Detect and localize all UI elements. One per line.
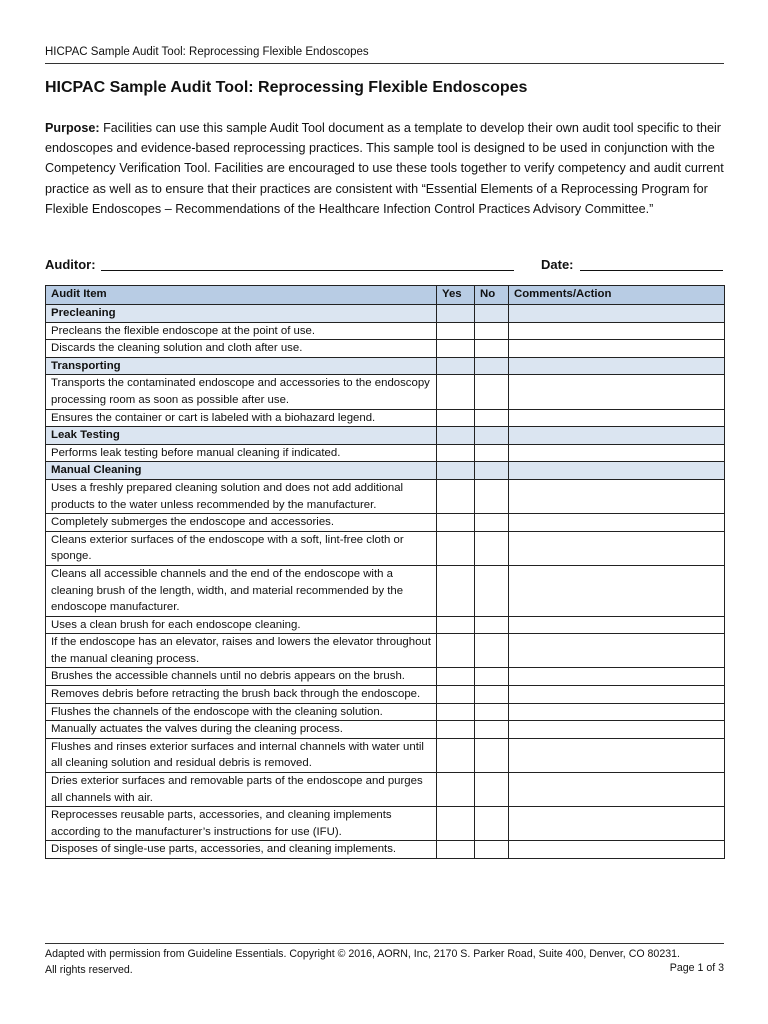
- comments-cell: [509, 305, 725, 323]
- table-row: [46, 686, 725, 704]
- yes-cell[interactable]: [437, 565, 475, 616]
- footer-line-1: Adapted with permission from Guideline Essentials. Copyright © 2016, AORN, Inc, 2170 S. Parker Road, Suite 400, Denver, CO 80231.: [45, 948, 680, 960]
- no-cell[interactable]: [475, 703, 509, 721]
- running-header: HICPAC Sample Audit Tool: Reprocessing Flexible Endoscopes: [45, 46, 724, 64]
- comments-cell[interactable]: [509, 773, 725, 807]
- no-cell[interactable]: [475, 322, 509, 340]
- section-title: Precleaning: [46, 305, 437, 323]
- comments-cell[interactable]: [509, 322, 725, 340]
- audit-item-text: Precleans the flexible endoscope at the point of use.: [46, 322, 437, 340]
- audit-item-text: Removes debris before retracting the brush back through the endoscope.: [46, 686, 437, 704]
- comments-cell[interactable]: [509, 340, 725, 358]
- audit-item-text: Discards the cleaning solution and cloth after use.: [46, 340, 437, 358]
- yes-cell[interactable]: [437, 721, 475, 739]
- audit-item-text: Flushes the channels of the endoscope with the cleaning solution.: [46, 703, 437, 721]
- no-cell[interactable]: [475, 807, 509, 841]
- no-cell[interactable]: [475, 634, 509, 668]
- table-row: [46, 738, 725, 772]
- no-cell[interactable]: [475, 668, 509, 686]
- comments-cell[interactable]: [509, 841, 725, 859]
- table-row: [46, 375, 725, 409]
- comments-cell[interactable]: [509, 668, 725, 686]
- table-row: [46, 616, 725, 634]
- comments-cell[interactable]: [509, 444, 725, 462]
- auditor-label: Auditor:: [45, 257, 96, 272]
- yes-cell[interactable]: [437, 444, 475, 462]
- yes-cell: [437, 305, 475, 323]
- yes-cell[interactable]: [437, 773, 475, 807]
- audit-item-text: Reprocesses reusable parts, accessories, and cleaning implements according to the manufacturer’s instructions for use (IFU).: [46, 807, 437, 841]
- column-header-yes: Yes: [437, 286, 475, 305]
- auditor-field[interactable]: [101, 270, 514, 271]
- table-row: [46, 514, 725, 532]
- audit-item-text: Disposes of single-use parts, accessories, and cleaning implements.: [46, 841, 437, 859]
- yes-cell: [437, 427, 475, 445]
- comments-cell[interactable]: [509, 634, 725, 668]
- table-row: [46, 721, 725, 739]
- table-row: [46, 322, 725, 340]
- comments-cell[interactable]: [509, 514, 725, 532]
- comments-cell[interactable]: [509, 479, 725, 513]
- table-row: [46, 340, 725, 358]
- column-header-no: No: [475, 286, 509, 305]
- purpose-paragraph: [45, 118, 727, 219]
- page-number: Page 1 of 3: [669, 962, 724, 974]
- section-title: Manual Cleaning: [46, 462, 437, 480]
- no-cell[interactable]: [475, 444, 509, 462]
- no-cell[interactable]: [475, 375, 509, 409]
- comments-cell[interactable]: [509, 375, 725, 409]
- table-row: [46, 703, 725, 721]
- comments-cell: [509, 357, 725, 375]
- yes-cell[interactable]: [437, 322, 475, 340]
- audit-item-text: Cleans exterior surfaces of the endoscope with a soft, lint-free cloth or sponge.: [46, 531, 437, 565]
- comments-cell[interactable]: [509, 807, 725, 841]
- no-cell[interactable]: [475, 616, 509, 634]
- footer-divider: [45, 943, 724, 944]
- purpose-text: Facilities can use this sample Audit Tool document as a template to develop their own audit tool specific to their endoscopes and evidence-based reprocessing practices. This sample tool is designed to be used in conjunction with the Competency Verification Tool. Facilities are encouraged to use these tools together to verify competency and audit current practice as well as to ensure that their practices are consistent with “Essential Elements of a Reprocessing Program for Flexible Endoscopes – Recommendations of the Healthcare Infection Control Practices Advisory Committee.”: [45, 121, 724, 216]
- yes-cell[interactable]: [437, 514, 475, 532]
- comments-cell[interactable]: [509, 616, 725, 634]
- yes-cell[interactable]: [437, 703, 475, 721]
- no-cell[interactable]: [475, 409, 509, 427]
- audit-item-text: Ensures the container or cart is labeled with a biohazard legend.: [46, 409, 437, 427]
- no-cell[interactable]: [475, 531, 509, 565]
- comments-cell[interactable]: [509, 565, 725, 616]
- no-cell[interactable]: [475, 565, 509, 616]
- yes-cell[interactable]: [437, 668, 475, 686]
- section-row: [46, 427, 725, 445]
- comments-cell[interactable]: [509, 721, 725, 739]
- no-cell[interactable]: [475, 721, 509, 739]
- date-field[interactable]: [580, 270, 723, 271]
- comments-cell: [509, 427, 725, 445]
- column-header-audit-item: Audit Item: [46, 286, 437, 305]
- yes-cell[interactable]: [437, 479, 475, 513]
- table-header-row: [46, 286, 725, 305]
- comments-cell[interactable]: [509, 703, 725, 721]
- yes-cell[interactable]: [437, 409, 475, 427]
- no-cell: [475, 462, 509, 480]
- section-title: Transporting: [46, 357, 437, 375]
- no-cell: [475, 357, 509, 375]
- table-row: [46, 807, 725, 841]
- no-cell[interactable]: [475, 773, 509, 807]
- no-cell[interactable]: [475, 340, 509, 358]
- audit-item-text: Uses a freshly prepared cleaning solution and does not add additional products to the water unless recommended by the manufacturer.: [46, 479, 437, 513]
- column-header-comments: Comments/Action: [509, 286, 725, 305]
- yes-cell[interactable]: [437, 340, 475, 358]
- table-row: [46, 668, 725, 686]
- section-title: Leak Testing: [46, 427, 437, 445]
- section-row: [46, 357, 725, 375]
- audit-table-body: [46, 305, 725, 859]
- audit-item-text: Cleans all accessible channels and the end of the endoscope with a cleaning brush of the length, width, and material recommended by the endoscope manufacturer.: [46, 565, 437, 616]
- comments-cell[interactable]: [509, 738, 725, 772]
- comments-cell[interactable]: [509, 686, 725, 704]
- comments-cell: [509, 462, 725, 480]
- yes-cell[interactable]: [437, 531, 475, 565]
- table-row: [46, 531, 725, 565]
- comments-cell[interactable]: [509, 409, 725, 427]
- yes-cell[interactable]: [437, 634, 475, 668]
- table-row: [46, 773, 725, 807]
- footer-line-2: All rights reserved.: [45, 963, 133, 976]
- table-row: [46, 409, 725, 427]
- yes-cell[interactable]: [437, 841, 475, 859]
- yes-cell[interactable]: [437, 738, 475, 772]
- audit-item-text: Flushes and rinses exterior surfaces and internal channels with water until all cleaning solution and residual debris is removed.: [46, 738, 437, 772]
- comments-cell[interactable]: [509, 531, 725, 565]
- no-cell[interactable]: [475, 738, 509, 772]
- table-row: [46, 565, 725, 616]
- no-cell[interactable]: [475, 686, 509, 704]
- yes-cell[interactable]: [437, 616, 475, 634]
- no-cell: [475, 305, 509, 323]
- table-row: [46, 634, 725, 668]
- yes-cell: [437, 462, 475, 480]
- table-row: [46, 841, 725, 859]
- yes-cell[interactable]: [437, 807, 475, 841]
- purpose-label: Purpose:: [45, 121, 100, 135]
- audit-item-text: Completely submerges the endoscope and accessories.: [46, 514, 437, 532]
- audit-item-text: Manually actuates the valves during the cleaning process.: [46, 721, 437, 739]
- document-title: HICPAC Sample Audit Tool: Reprocessing Flexible Endoscopes: [45, 79, 528, 96]
- no-cell[interactable]: [475, 479, 509, 513]
- audit-item-text: If the endoscope has an elevator, raises and lowers the elevator throughout the manual cleaning process.: [46, 634, 437, 668]
- footer-copyright: [45, 947, 680, 978]
- no-cell[interactable]: [475, 514, 509, 532]
- audit-item-text: Dries exterior surfaces and removable parts of the endoscope and purges all channels with air.: [46, 773, 437, 807]
- section-row: [46, 462, 725, 480]
- audit-table: [45, 285, 725, 859]
- yes-cell: [437, 357, 475, 375]
- yes-cell[interactable]: [437, 686, 475, 704]
- no-cell[interactable]: [475, 841, 509, 859]
- yes-cell[interactable]: [437, 375, 475, 409]
- table-row: [46, 479, 725, 513]
- section-row: [46, 305, 725, 323]
- date-label: Date:: [541, 257, 574, 272]
- audit-item-text: Uses a clean brush for each endoscope cleaning.: [46, 616, 437, 634]
- audit-item-text: Performs leak testing before manual cleaning if indicated.: [46, 444, 437, 462]
- no-cell: [475, 427, 509, 445]
- audit-item-text: Brushes the accessible channels until no debris appears on the brush.: [46, 668, 437, 686]
- audit-item-text: Transports the contaminated endoscope and accessories to the endoscopy processing room as soon as possible after use.: [46, 375, 437, 409]
- table-row: [46, 444, 725, 462]
